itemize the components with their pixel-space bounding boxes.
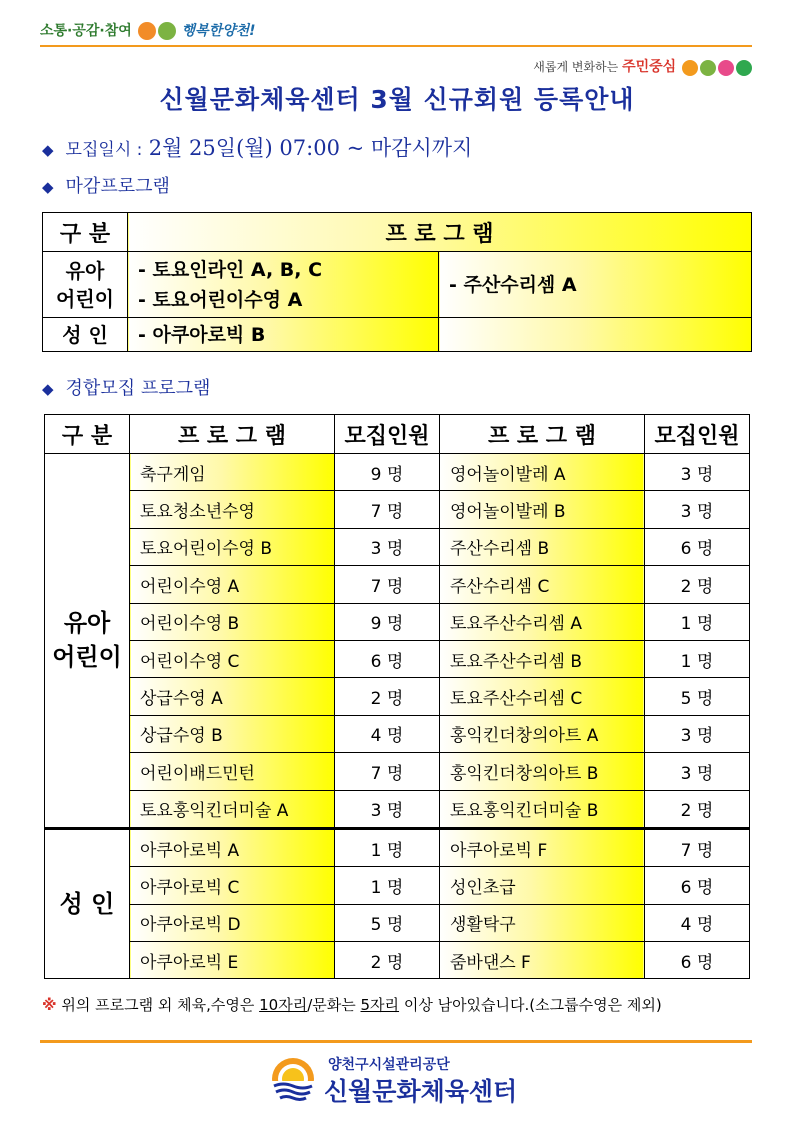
table-row (45, 715, 750, 752)
slogan (40, 20, 256, 40)
slogan-circle-icon (158, 22, 176, 40)
diamond-bullet-icon: ◆ (42, 380, 54, 398)
table-row (45, 904, 750, 941)
program-name-cell: 토요홍익킨더미술 B (439, 790, 644, 828)
program-name-cell: 토요홍익킨더미술 A (130, 790, 335, 828)
program-name-cell: 영어놀이발레 A (439, 454, 644, 491)
program-name-cell: 토요어린이수영 B (130, 528, 335, 565)
closed-heading-text: 마감프로그램 (65, 176, 170, 197)
recruit-date-value: 2월 25일(월) 07:00 ~ 마감시까지 (148, 136, 473, 160)
tagline (533, 56, 752, 76)
program-name-cell: 생활탁구 (439, 904, 644, 941)
capacity-cell: 7 명 (334, 566, 439, 603)
badge-circle-icon (682, 60, 698, 76)
program-cell (128, 252, 439, 318)
program-name-cell: 축구게임 (130, 454, 335, 491)
program-name-cell: 아쿠아로빅 F (439, 828, 644, 866)
capacity-cell: 7 명 (334, 491, 439, 528)
table-row (45, 640, 750, 677)
recruit-date-label: 모집일시 : (65, 140, 143, 160)
capacity-cell: 9 명 (334, 454, 439, 491)
table-header-row (45, 415, 750, 454)
slogan-suffix: 행복한양천! (181, 23, 256, 39)
program-name-cell: 주산수리셈 C (439, 566, 644, 603)
capacity-cell: 1 명 (645, 603, 750, 640)
category-cell (43, 252, 128, 318)
group-category-cell: 유아 어린이 (45, 454, 130, 829)
badge-circle-icon (736, 60, 752, 76)
tagline-brand: 주민중심 (622, 59, 677, 75)
capacity-cell: 5 명 (334, 904, 439, 941)
capacity-cell: 9 명 (334, 603, 439, 640)
table-row (45, 454, 750, 491)
program-name-cell: 토요주산수리셈 A (439, 603, 644, 640)
capacity-cell: 3 명 (645, 753, 750, 790)
header-program: 프 로 그 램 (439, 415, 644, 454)
footnote (42, 994, 662, 1015)
competitive-programs-table (44, 414, 750, 979)
table-row (45, 528, 750, 565)
sun-wave-logo-icon (270, 1056, 316, 1102)
table-row (45, 678, 750, 715)
header-program: 프 로 그 램 (130, 415, 335, 454)
footer-org: 양천구시설관리공단 (328, 1057, 450, 1073)
table-row (43, 252, 752, 318)
header-category: 구 분 (45, 415, 130, 454)
note-underline: 10자리 (259, 996, 308, 1014)
table-row (45, 603, 750, 640)
program-name-cell: 상급수영 B (130, 715, 335, 752)
closed-heading (42, 172, 170, 198)
capacity-cell: 6 명 (645, 528, 750, 565)
program-name-cell: 토요주산수리셈 B (439, 640, 644, 677)
diamond-bullet-icon: ◆ (42, 178, 54, 196)
category-line: 어린이 (56, 286, 114, 311)
footer-logo-block (270, 1052, 530, 1107)
table-header-row (43, 213, 752, 252)
capacity-cell: 6 명 (334, 640, 439, 677)
capacity-cell: 5 명 (645, 678, 750, 715)
program-name-cell: 상급수영 A (130, 678, 335, 715)
header-program: 프 로 그 램 (128, 213, 752, 252)
capacity-cell: 2 명 (645, 790, 750, 828)
program-cell (439, 318, 752, 352)
top-divider (40, 45, 752, 47)
capacity-cell: 7 명 (645, 828, 750, 866)
program-name-cell: 어린이수영 C (130, 640, 335, 677)
capacity-cell: 3 명 (645, 715, 750, 752)
program-name-cell: 홍익킨더창의아트 B (439, 753, 644, 790)
closed-programs-table (42, 212, 752, 352)
capacity-cell: 1 명 (334, 828, 439, 866)
slogan-circle-icon (138, 22, 156, 40)
capacity-cell: 3 명 (334, 528, 439, 565)
capacity-cell: 3 명 (645, 454, 750, 491)
capacity-cell: 4 명 (645, 904, 750, 941)
table-row (45, 753, 750, 790)
diamond-bullet-icon: ◆ (42, 141, 54, 159)
program-name-cell: 토요청소년수영 (130, 491, 335, 528)
program-name-cell: 아쿠아로빅 D (130, 904, 335, 941)
table-row (45, 828, 750, 866)
program-line: - 토요인라인 A, B, C (138, 258, 323, 281)
table-row (43, 318, 752, 352)
capacity-cell: 2 명 (334, 678, 439, 715)
table-row (45, 942, 750, 979)
capacity-cell: 1 명 (645, 640, 750, 677)
competitive-heading (42, 374, 210, 400)
table-row (45, 566, 750, 603)
note-mark: ※ (42, 996, 57, 1014)
capacity-cell: 2 명 (645, 566, 750, 603)
capacity-cell: 6 명 (645, 942, 750, 979)
program-name-cell: 홍익킨더창의아트 A (439, 715, 644, 752)
program-line: - 토요어린이수영 A (138, 288, 303, 311)
badge-circle-icon (718, 60, 734, 76)
footer-center-name: 신월문화체육센터 (324, 1077, 518, 1106)
note-text: 이상 남아있습니다.(소그룹수영은 제외) (403, 996, 662, 1014)
page-title: 신월문화체육센터 3월 신규회원 등록안내 (159, 85, 635, 114)
program-name-cell: 아쿠아로빅 A (130, 828, 335, 866)
capacity-cell: 3 명 (645, 491, 750, 528)
program-name-cell: 줌바댄스 F (439, 942, 644, 979)
note-underline: 5자리 (360, 996, 400, 1014)
badge-circle-icon (700, 60, 716, 76)
category-line: 유아 (65, 258, 105, 283)
program-name-cell: 아쿠아로빅 E (130, 942, 335, 979)
capacity-cell: 3 명 (334, 790, 439, 828)
program-name-cell: 어린이수영 B (130, 603, 335, 640)
header-category: 구 분 (43, 213, 128, 252)
program-name-cell: 어린이수영 A (130, 566, 335, 603)
recruit-date-line (42, 132, 472, 162)
program-name-cell: 토요주산수리셈 C (439, 678, 644, 715)
note-text: 위의 프로그램 외 체육,수영은 (61, 996, 255, 1014)
slogan-prefix: 소통·공감·참여 (40, 23, 132, 39)
table-row (45, 867, 750, 904)
header-count: 모집인원 (334, 415, 439, 454)
bottom-divider (40, 1040, 752, 1043)
program-cell: - 아쿠아로빅 B (128, 318, 439, 352)
category-cell: 성 인 (43, 318, 128, 352)
group-category-cell: 성 인 (45, 828, 130, 979)
program-name-cell: 영어놀이발레 B (439, 491, 644, 528)
competitive-heading-text: 경합모집 프로그램 (65, 378, 211, 399)
capacity-cell: 2 명 (334, 942, 439, 979)
note-text: /문화는 (307, 996, 356, 1014)
tagline-prefix: 새롭게 변화하는 (533, 60, 619, 74)
capacity-cell: 7 명 (334, 753, 439, 790)
header-count: 모집인원 (645, 415, 750, 454)
capacity-cell: 1 명 (334, 867, 439, 904)
program-name-cell: 어린이배드민턴 (130, 753, 335, 790)
program-cell: - 주산수리셈 A (439, 252, 752, 318)
capacity-cell: 4 명 (334, 715, 439, 752)
program-name-cell: 아쿠아로빅 C (130, 867, 335, 904)
table-row (45, 790, 750, 828)
table-row (45, 491, 750, 528)
program-name-cell: 주산수리셈 B (439, 528, 644, 565)
capacity-cell: 6 명 (645, 867, 750, 904)
program-name-cell: 성인초급 (439, 867, 644, 904)
